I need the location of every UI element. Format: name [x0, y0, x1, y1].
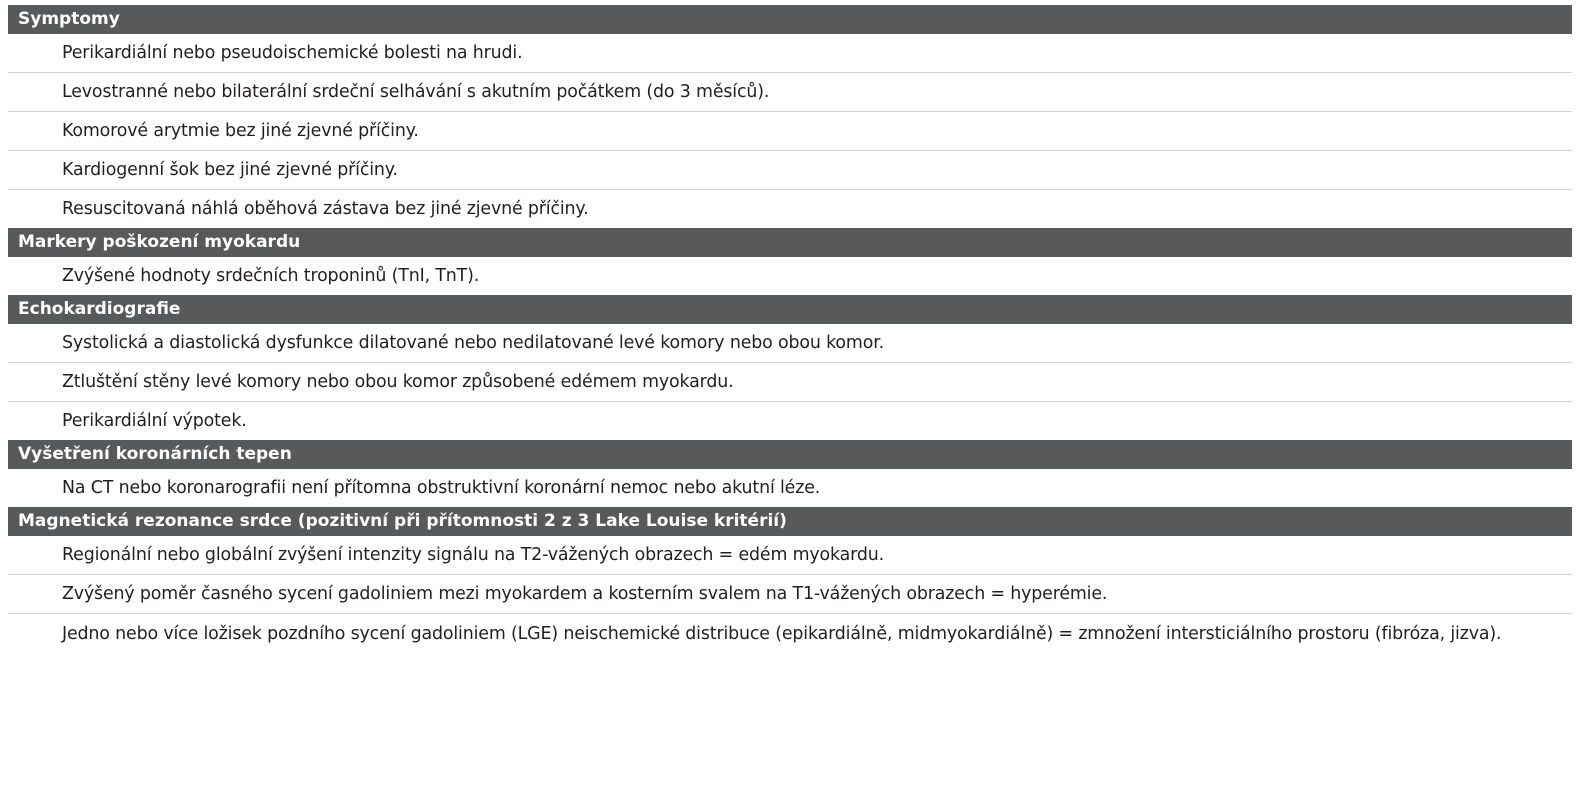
section-header-symptomy: Symptomy [8, 5, 1572, 34]
section-header-echokardiografie: Echokardiografie [8, 295, 1572, 324]
list-item: Ztluštění stěny levé komory nebo obou komor způsobené edémem myokardu. [8, 363, 1572, 402]
list-item: Perikardiální výpotek. [62, 411, 247, 431]
list-item: Systolická a diastolická dysfunkce dilatované nebo nedilatované levé komory nebo obou komor. [8, 324, 1572, 363]
list-item: Zvýšené hodnoty srdečních troponinů (TnI, TnT). [62, 266, 480, 286]
section-header-markery: Markery poškození myokardu [8, 228, 1572, 257]
list-item: Komorové arytmie bez jiné zjevné příčiny. [8, 112, 1572, 151]
list-item: Na CT nebo koronarografii není přítomna obstruktivní koronární nemoc nebo akutní léze. [62, 478, 821, 498]
list-item: Perikardiální nebo pseudoischemické bolesti na hrudi. [8, 34, 1572, 73]
list-item: Resuscitovaná náhlá oběhová zástava bez jiné zjevné příčiny. [62, 199, 589, 219]
section-header-magneticka-rezonance: Magnetická rezonance srdce (pozitivní při přítomnosti 2 z 3 Lake Louise kritérií) [8, 507, 1572, 536]
section-header-koronarni-tepny: Vyšetření koronárních tepen [8, 440, 1572, 469]
list-item: Levostranné nebo bilaterální srdeční selhávání s akutním počátkem (do 3 měsíců). [8, 73, 1572, 112]
list-item: Kardiogenní šok bez jiné zjevné příčiny. [8, 151, 1572, 190]
list-item: Regionální nebo globální zvýšení intenzity signálu na T2-vážených obrazech = edém myokardu. [8, 536, 1572, 575]
list-item: Jedno nebo více ložisek pozdního sycení gadoliniem (LGE) neischemické distribuce (epikardiálně, midmyokardiálně) = zmnožení intersticiálního prostoru (fibróza, jizva). [62, 624, 1502, 644]
list-item: Zvýšený poměr časného sycení gadoliniem mezi myokardem a kosterním svalem na T1-vážených obrazech = hyperémie. [8, 575, 1572, 614]
criteria-table [8, 5, 1572, 654]
